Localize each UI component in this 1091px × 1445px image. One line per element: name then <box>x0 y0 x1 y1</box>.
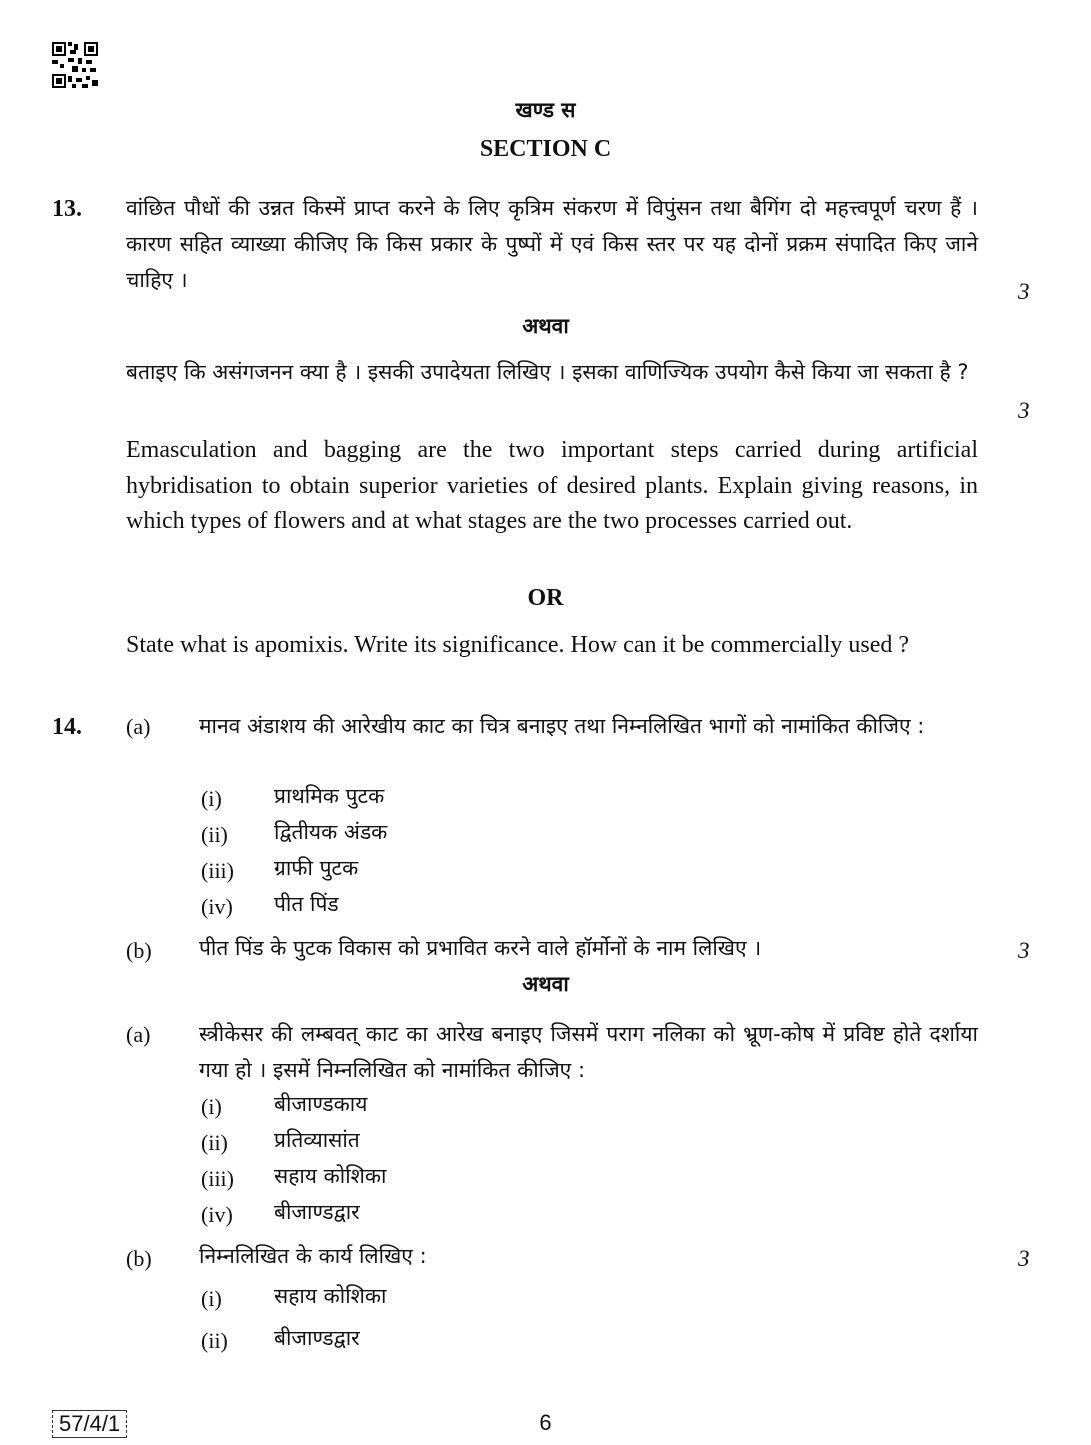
list-item: बीजाण्डद्वार <box>274 1200 360 1224</box>
marks: 3 <box>1018 1246 1030 1271</box>
list-item-label: (iv) <box>201 1202 233 1227</box>
part-text-hindi: मानव अंडाशय की आरेखीय काट का चित्र बनाइए तथा निम्नलिखित भागों को नामांकित कीजिए : <box>199 714 925 738</box>
list-item: सहाय कोशिका <box>274 1164 387 1188</box>
list-item: सहाय कोशिका <box>274 1284 387 1308</box>
question-number: 13. <box>52 196 82 222</box>
list-item-label: (i) <box>201 1286 222 1311</box>
part-label: (a) <box>126 714 151 739</box>
section-title-hindi: खण्ड स <box>515 98 576 122</box>
or-separator-hindi: अथवा <box>522 972 569 996</box>
paper-code: 57/4/1 <box>52 1410 127 1438</box>
list-item-label: (iii) <box>201 1166 234 1191</box>
list-item-label: (i) <box>201 1094 222 1119</box>
or-separator-hindi: अथवा <box>522 314 569 338</box>
question-alt-english: State what is apomixis. Write its significance. How can it be commercially used ? <box>126 632 910 658</box>
question-text-english: Emasculation and bagging are the two important steps carried during artificial hybridisation to obtain superior varieties of desired plants. Explain giving reasons, in which types of flowers and at what stages are the two processes carried out. <box>126 437 978 534</box>
list-item-label: (ii) <box>201 822 228 847</box>
list-item: प्रतिव्यासांत <box>274 1128 360 1152</box>
list-item: बीजाण्डकाय <box>274 1092 368 1116</box>
marks: 3 <box>1018 938 1030 963</box>
marks: 3 <box>1018 279 1030 304</box>
part-label: (b) <box>126 1246 152 1271</box>
part-text-hindi: पीत पिंड के पुटक विकास को प्रभावित करने वाले हॉर्मोनों के नाम लिखिए । <box>199 936 762 960</box>
qr-code-icon <box>52 42 98 88</box>
section-title-english: SECTION C <box>479 136 612 162</box>
list-item: द्वितीयक अंडक <box>274 820 388 844</box>
list-item-label: (i) <box>201 786 222 811</box>
part-label: (a) <box>126 1022 151 1047</box>
list-item-label: (ii) <box>201 1328 228 1353</box>
part-text-hindi: स्त्रीकेसर की लम्बवत् काट का आरेख बनाइए जिसमें पराग नलिका को भ्रूण-कोष में प्रविष्ट होते दर्शाया गया हो । इसमें निम्नलिखित को नामांकित कीजिए : <box>199 1022 978 1082</box>
question-alt-hindi: बताइए कि असंगजनन क्या है । इसकी उपादेयता लिखिए । इसका वाणिज्यिक उपयोग कैसे किया जा सकता है ? <box>126 360 969 384</box>
list-item: ग्राफी पुटक <box>274 856 359 880</box>
page-number: 6 <box>539 1410 552 1435</box>
list-item: पीत पिंड <box>274 892 339 916</box>
marks: 3 <box>1018 398 1030 423</box>
part-label: (b) <box>126 938 152 963</box>
list-item: बीजाण्डद्वार <box>274 1326 360 1350</box>
part-text-hindi: निम्नलिखित के कार्य लिखिए : <box>199 1244 427 1268</box>
question-text-hindi: वांछित पौधों की उन्नत किस्में प्राप्त करने के लिए कृत्रिम संकरण में विपुंसन तथा बैगिंग दो महत्त्वपूर्ण चरण हैं । कारण सहित व्याख्या कीजिए कि किस प्रकार के पुष्पों में एवं किस स्तर पर यह दोनों प्रक्रम संपादित किए जाने चाहिए । <box>126 196 978 292</box>
list-item-label: (iii) <box>201 858 234 883</box>
list-item: प्राथमिक पुटक <box>274 784 385 808</box>
question-number: 14. <box>52 714 82 740</box>
or-separator-english: OR <box>527 585 564 611</box>
list-item-label: (ii) <box>201 1130 228 1155</box>
list-item-label: (iv) <box>201 894 233 919</box>
